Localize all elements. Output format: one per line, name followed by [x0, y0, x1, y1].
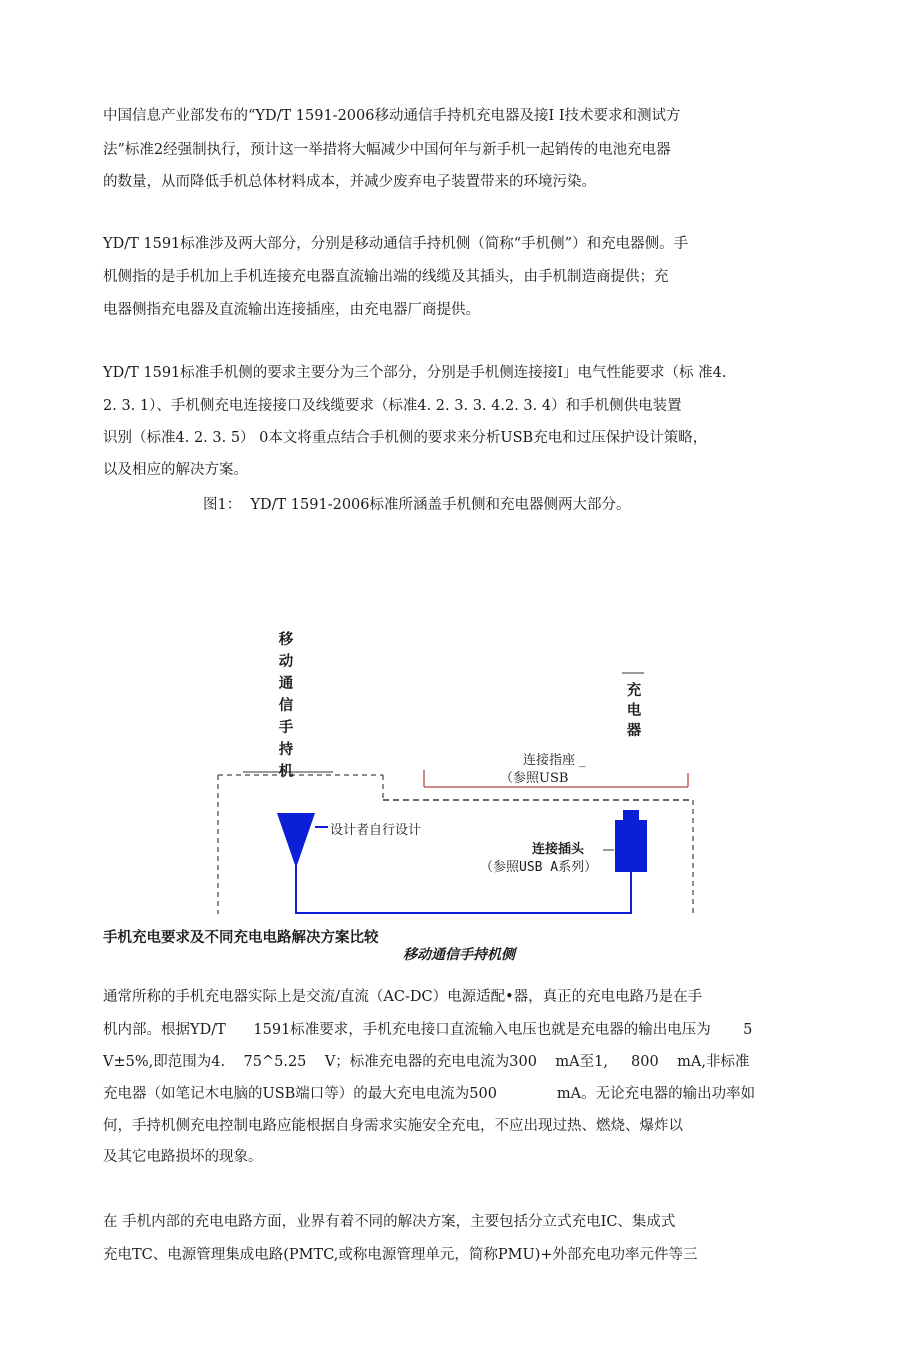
figure-caption: 图1： YD/T 1591-2006标准所涵盖手机侧和充电器侧两大部分。	[203, 497, 631, 513]
vertical-char: 持	[278, 742, 294, 758]
plug-ref: （参照USB A系列）	[480, 860, 598, 875]
text-line: 何，手持机侧充电控制电路应能根据自身需求实施安全充电，不应出现过热、燃烧、爆炸以	[103, 1118, 683, 1134]
vertical-char: 通	[278, 676, 294, 692]
vertical-char: 信	[278, 698, 294, 714]
text-line: 2. 3. 1）、手机侧充电连接接口及线缆要求（标准4. 2. 3. 3. 4.2. 3. 4）和手机侧供电装置	[103, 398, 682, 414]
vertical-char: 移	[278, 632, 294, 648]
device-triangle	[277, 813, 315, 868]
text-line: 以及相应的解决方案。	[103, 462, 248, 478]
vertical-char: 机	[278, 764, 294, 780]
vertical-char: 手	[278, 720, 294, 736]
text-line: 的数量，从而降低手机总体材料成本，并减少废弃电子装置带来的环境污染。	[103, 174, 596, 190]
text-line: 电器侧指充电器及直流输出连接插座，由充电器厂商提供。	[103, 302, 480, 318]
designer-label: 设计者自行设计	[330, 823, 422, 838]
text-line: 充电TC、电源管理集成电路(PMTC,或称电源管理单元，简称PMU)+外部充电功率元件等三	[103, 1247, 698, 1263]
vertical-char: 器	[626, 723, 642, 739]
text-line: YD/T 1591标准手机侧的要求主要分为三个部分，分别是手机侧连接接I」电气性能要求（标 准4.	[103, 365, 727, 381]
text-line: 及其它电路损坏的现象。	[103, 1149, 263, 1165]
text-line: 机内部。根据YD/T 1591标准要求，手机充电接口直流输入电压也就是充电器的输出电压为 5	[103, 1022, 753, 1038]
vertical-char: 充	[626, 683, 642, 699]
plug-body	[615, 820, 647, 872]
text-line: 在 手机内部的充电电路方面，业界有着不同的解决方案，主要包括分立式充电IC、集成式	[103, 1214, 676, 1230]
text-line: 识别（标准4. 2. 3. 5） 0本文将重点结合手机侧的要求来分析USB充电和过压保护设计策略，	[103, 430, 708, 446]
diagram-bottom-label: 移动通信手持机侧	[403, 947, 515, 963]
socket-ref: （参照USB	[500, 771, 569, 786]
vertical-char: 动	[278, 654, 294, 670]
section-heading: 手机充电要求及不同充电电路解决方案比较	[103, 930, 379, 946]
text-line: 机侧指的是手机加上手机连接充电器直流输出端的线缆及其插头，由手机制造商提供；充	[103, 269, 669, 285]
text-line: 中国信息产业部发布的“YD/T 1591-2006移动通信手持机充电器及接I I技术要求和测试方	[103, 108, 681, 124]
plug-label: 连接插头	[532, 842, 585, 857]
text-line: YD/T 1591标准涉及两大部分，分别是移动通信手持机侧（简称“手机侧”）和充电器侧。手	[103, 236, 689, 252]
text-line: V±5%,即范围为4. 75^5.25 V；标准充电器的充电电流为300 mA至1, 800 mA,非标准	[103, 1054, 750, 1070]
text-line: 充电器（如笔记木电脑的USB端口等）的最大充电电流为500 mA。无论充电器的输出功率如	[103, 1086, 756, 1102]
socket-label: 连接指座 _	[523, 753, 586, 768]
text-line: 通常所称的手机充电器实际上是交流/直流（AC-DC）电源适配•器，真正的充电电路乃是在手	[103, 989, 703, 1005]
vertical-char: 电	[626, 703, 642, 719]
text-line: 法”标准2经强制执行，预计这一举措将大幅减少中国何年与新手机一起销传的电池充电器	[103, 142, 671, 158]
